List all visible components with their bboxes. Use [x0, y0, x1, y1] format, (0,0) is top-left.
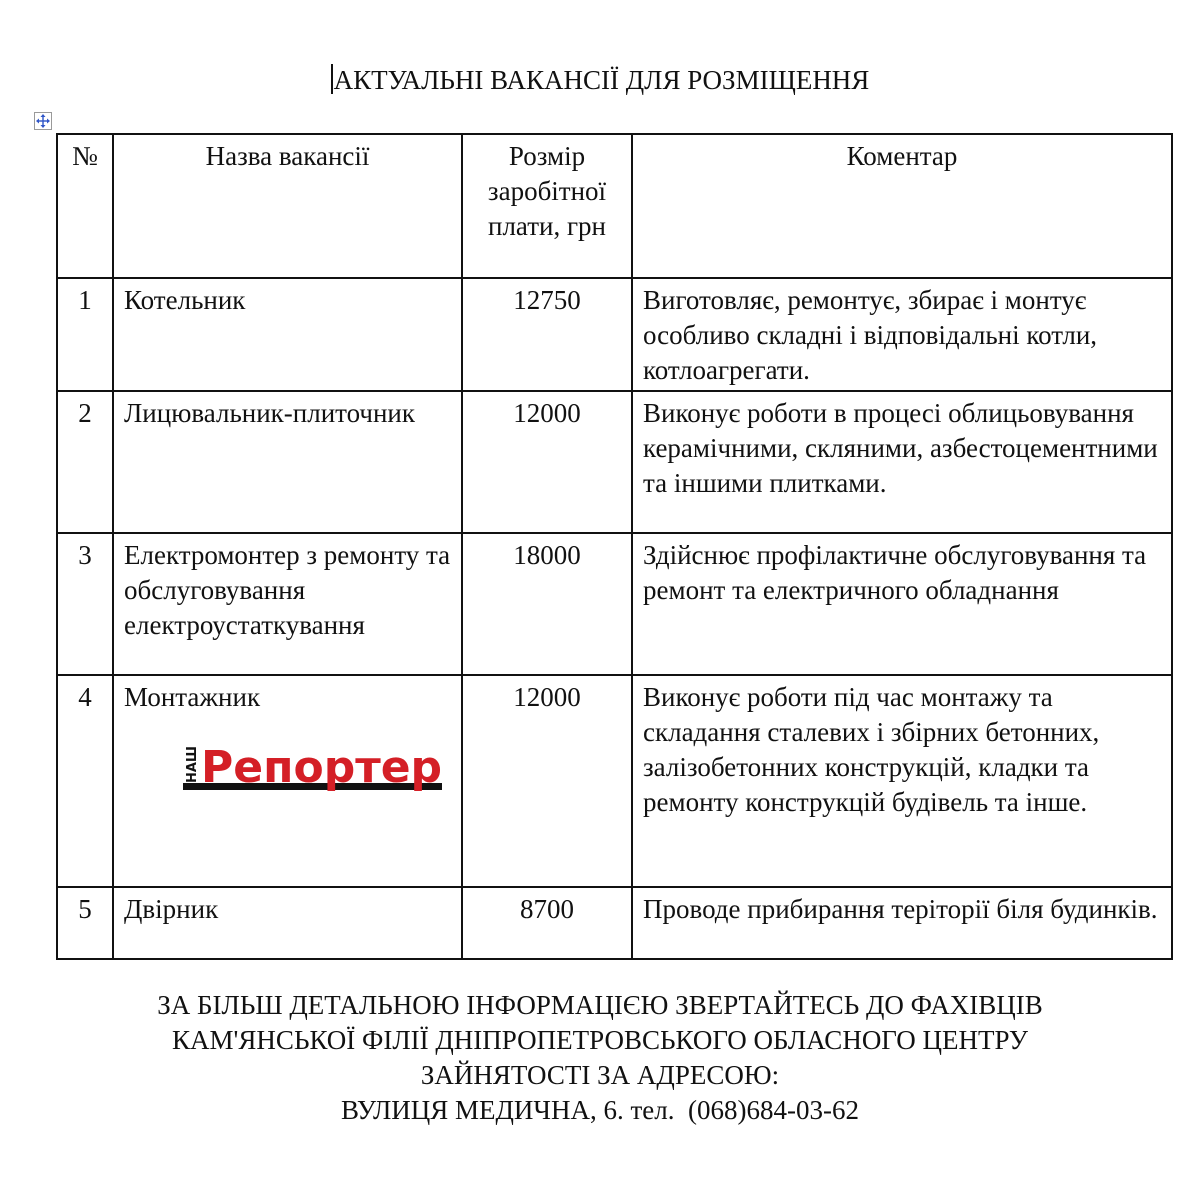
row-salary: 8700: [462, 887, 632, 959]
header-num: №: [57, 134, 113, 278]
row-name: Лицювальник-плиточник: [113, 391, 462, 533]
watermark-logo: [186, 729, 451, 793]
row-num: 1: [57, 278, 113, 391]
row-comment: Проводе прибирання теріторії біля будинків.: [632, 887, 1172, 959]
logo-main-label: Репортер: [201, 742, 443, 793]
row-salary: 18000: [462, 533, 632, 675]
table-row: [57, 278, 1172, 391]
row-num: 4: [57, 675, 113, 887]
row-comment: Виконує роботи в процесі облицьовування керамічними, скляними, азбестоцементними та іншими плитками.: [632, 391, 1172, 533]
logo-main-text: [201, 743, 442, 793]
row-salary: 12000: [462, 675, 632, 887]
table-row: [57, 391, 1172, 533]
table-row: [57, 675, 1172, 887]
row-name-cell: [113, 675, 462, 887]
header-salary: Розмір заробітної плати, грн: [462, 134, 632, 278]
vacancies-table: [56, 133, 1173, 960]
text-cursor: [331, 64, 333, 94]
row-name: Електромонтер з ремонту та обслуговування електроустаткування: [113, 533, 462, 675]
row-salary: 12750: [462, 278, 632, 391]
contact-footer: [0, 988, 1200, 1128]
row-num: 3: [57, 533, 113, 675]
footer-line-2: КАМ'ЯНСЬКОЇ ФІЛІЇ ДНІПРОПЕТРОВСЬКОГО ОБЛАСНОГО ЦЕНТРУ: [172, 1025, 1028, 1055]
table-move-handle-icon[interactable]: [34, 112, 52, 130]
page-title: [0, 62, 1200, 98]
logo-small-text: НАШ: [185, 745, 200, 783]
row-comment: Здійснює профілактичне обслуговування та ремонт та електричного обладнання: [632, 533, 1172, 675]
page-title-text: АКТУАЛЬНІ ВАКАНСІЇ ДЛЯ РОЗМІЩЕННЯ: [333, 65, 870, 95]
footer-line-1: ЗА БІЛЬШ ДЕТАЛЬНОЮ ІНФОРМАЦІЄЮ ЗВЕРТАЙТЕСЬ ДО ФАХІВЦІВ: [157, 990, 1043, 1020]
row-name: Монтажник: [124, 682, 261, 712]
row-name: Котельник: [113, 278, 462, 391]
row-comment: Виконує роботи під час монтажу та складання сталевих і збірних бетонних, залізобетонних конструкцій, кладки та ремонту конструкцій будівель та інше.: [632, 675, 1172, 887]
table-row: [57, 887, 1172, 959]
table-header-row: [57, 134, 1172, 278]
row-salary: 12000: [462, 391, 632, 533]
footer-line-4: ВУЛИЦЯ МЕДИЧНА, 6. тел. (068)684-03-62: [341, 1095, 859, 1125]
row-num: 5: [57, 887, 113, 959]
header-name: Назва вакансії: [113, 134, 462, 278]
footer-line-3: ЗАЙНЯТОСТІ ЗА АДРЕСОЮ:: [420, 1060, 780, 1090]
header-comment: Коментар: [632, 134, 1172, 278]
table-row: [57, 533, 1172, 675]
row-name: Двірник: [113, 887, 462, 959]
row-comment: Виготовляє, ремонтує, збирає і монтує особливо складні і відповідальні котли, котлоагрегати.: [632, 278, 1172, 391]
row-num: 2: [57, 391, 113, 533]
